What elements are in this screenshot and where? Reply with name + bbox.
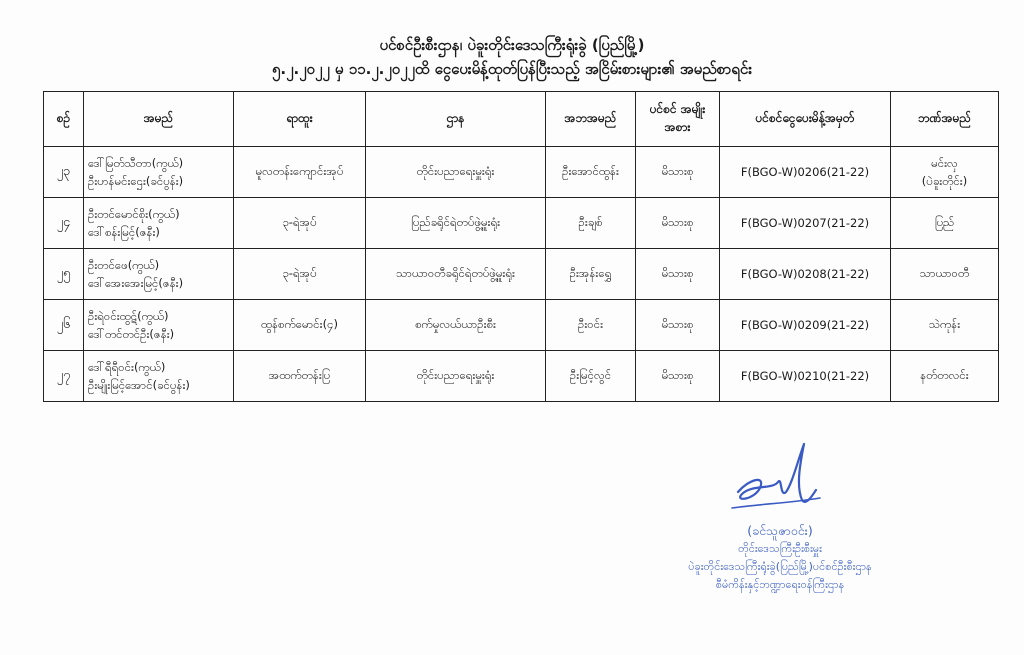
- pension-type-cell: မိသားစု: [636, 249, 720, 300]
- treasury-cell: နတ်တလင်း: [891, 351, 999, 402]
- header-officer: အဘအမည်: [546, 92, 636, 147]
- treasury-cell: သဲကုန်း: [891, 300, 999, 351]
- deceased-name: ဒေါ်ရီရီဝင်း(ကွယ်): [88, 360, 166, 374]
- header-order-no: ပင်စင်ငွေပေးမိန့်အမှတ်: [720, 92, 891, 147]
- document-subtitle: ၅.၂.၂၀၂၂ မှ ၁၁.၂.၂၀၂၂ထိ ငွေပေးမိန့်ထုတ်ပြန်ပြီးသည့် အငြိမ်းစားများ၏ အမည်စာရင်း: [271, 60, 753, 78]
- treasury-cell: သာယာဝတီ: [891, 249, 999, 300]
- officer-cell: ဦးချစ်: [546, 198, 636, 249]
- officer-cell: ဦးအုန်းရွှေ: [546, 249, 636, 300]
- rank-cell: အထက်တန်းပြ: [234, 351, 366, 402]
- table-row: [44, 300, 999, 351]
- pensioner-name: [84, 300, 234, 351]
- treasury-cell: ပြည်: [891, 198, 999, 249]
- pension-table: [43, 91, 999, 402]
- rank-cell: ထွန်စက်မောင်း(၄): [234, 300, 366, 351]
- order-no-cell: F(BGO-W)0208(21-22): [720, 249, 891, 300]
- department-cell: ပြည်ခရိုင်ရဲတပ်ဖွဲ့မှူးရုံး: [366, 198, 546, 249]
- signatory-ministry: စီမံကိန်းနှင့်ဘဏ္ဍာရေးဝန်ကြီးဌာန: [715, 578, 845, 591]
- survivor-name: ဦးဟန်မင်းဌေး(ခင်ပွန်း): [88, 174, 184, 188]
- order-no-cell: F(BGO-W)0209(21-22): [720, 300, 891, 351]
- deceased-name: ဦးတင်ဖေ(ကွယ်): [88, 258, 160, 272]
- rank-cell: ၃-ရဲအုပ်: [234, 249, 366, 300]
- pensioner-name: [84, 249, 234, 300]
- deceased-name: ဦးရဲဝင်းထွဋ်(ကွယ်): [88, 309, 169, 323]
- treasury-region: (ပဲခူးတိုင်း): [921, 174, 968, 188]
- officer-cell: ဦးအောင်ထွန်း: [546, 147, 636, 198]
- treasury-name: မင်းလှ: [931, 156, 958, 170]
- survivor-name: ဒေါ်အေးအေးမြင့်(ဇနီး): [88, 276, 184, 290]
- pension-type-cell: မိသားစု: [636, 351, 720, 402]
- document-title: ပင်စင်ဦးစီးဌာန၊ ပဲခူးတိုင်းဒေသကြီးရုံးခွဲ (ပြည်မြို့): [379, 36, 645, 54]
- header-treasury: ဘဏ်အမည်: [891, 92, 999, 147]
- table-row: [44, 249, 999, 300]
- table-row: [44, 198, 999, 249]
- row-number: ၂၅: [44, 249, 84, 300]
- survivor-name: ဒေါ်စန်းမြင့်(ဇနီး): [88, 225, 160, 239]
- department-cell: တိုင်းပညာရေးမှူးရုံး: [366, 351, 546, 402]
- department-cell: သာယာဝတီခရိုင်ရဲတပ်ဖွဲ့မှူးရုံး: [366, 249, 546, 300]
- signature-block: [620, 522, 940, 594]
- signatory-office: ပဲခူးတိုင်းဒေသကြီးရုံးခွဲ(ပြည်မြို့)ပင်စင်ဦးစီးဌာန: [688, 560, 872, 573]
- survivor-name: ဒေါ်တင်တင်ဦး(ဇနီး): [88, 327, 175, 341]
- officer-cell: ဦးမြင့်လွင်: [546, 351, 636, 402]
- row-number: ၂၄: [44, 198, 84, 249]
- treasury-cell: [891, 147, 999, 198]
- handwritten-signature: [720, 440, 830, 515]
- header-name: အမည်: [84, 92, 234, 147]
- deceased-name: ဦးတင်မောင်စိုး(ကွယ်): [88, 207, 180, 221]
- rank-cell: ၃-ရဲအုပ်: [234, 198, 366, 249]
- pensioner-name: [84, 147, 234, 198]
- pension-type-cell: မိသားစု: [636, 198, 720, 249]
- order-no-cell: F(BGO-W)0206(21-22): [720, 147, 891, 198]
- order-no-cell: F(BGO-W)0210(21-22): [720, 351, 891, 402]
- row-number: ၂၆: [44, 300, 84, 351]
- table-header-row: [44, 92, 999, 147]
- officer-cell: ဦးဝင်း: [546, 300, 636, 351]
- rank-cell: မူလတန်းကျောင်းအုပ်: [234, 147, 366, 198]
- header-pension-type: ပင်စင် အမျိုးအစား: [636, 92, 720, 147]
- header-rank: ရာထူး: [234, 92, 366, 147]
- department-cell: တိုင်းပညာရေးမှူးရုံး: [366, 147, 546, 198]
- department-cell: စက်မှုလယ်ယာဦးစီး: [366, 300, 546, 351]
- table-row: [44, 351, 999, 402]
- header-department: ဌာန: [366, 92, 546, 147]
- signatory-title: တိုင်းဒေသကြီးဦးစီးမှူး: [738, 542, 822, 555]
- table-row: [44, 147, 999, 198]
- pensioner-name: [84, 351, 234, 402]
- survivor-name: ဦးမျိုးမြင့်အောင်(ခင်ပွန်း): [88, 378, 190, 392]
- pension-type-cell: မိသားစု: [636, 147, 720, 198]
- row-number: ၂၃: [44, 147, 84, 198]
- row-number: ၂၇: [44, 351, 84, 402]
- pension-type-cell: မိသားစု: [636, 300, 720, 351]
- pensioner-name: [84, 198, 234, 249]
- deceased-name: ဒေါ်မြတ်သီတာ(ကွယ်): [88, 156, 184, 170]
- signatory-name: (ခင်သူဇာဝင်း): [747, 523, 813, 538]
- header-no: စဉ်: [44, 92, 84, 147]
- order-no-cell: F(BGO-W)0207(21-22): [720, 198, 891, 249]
